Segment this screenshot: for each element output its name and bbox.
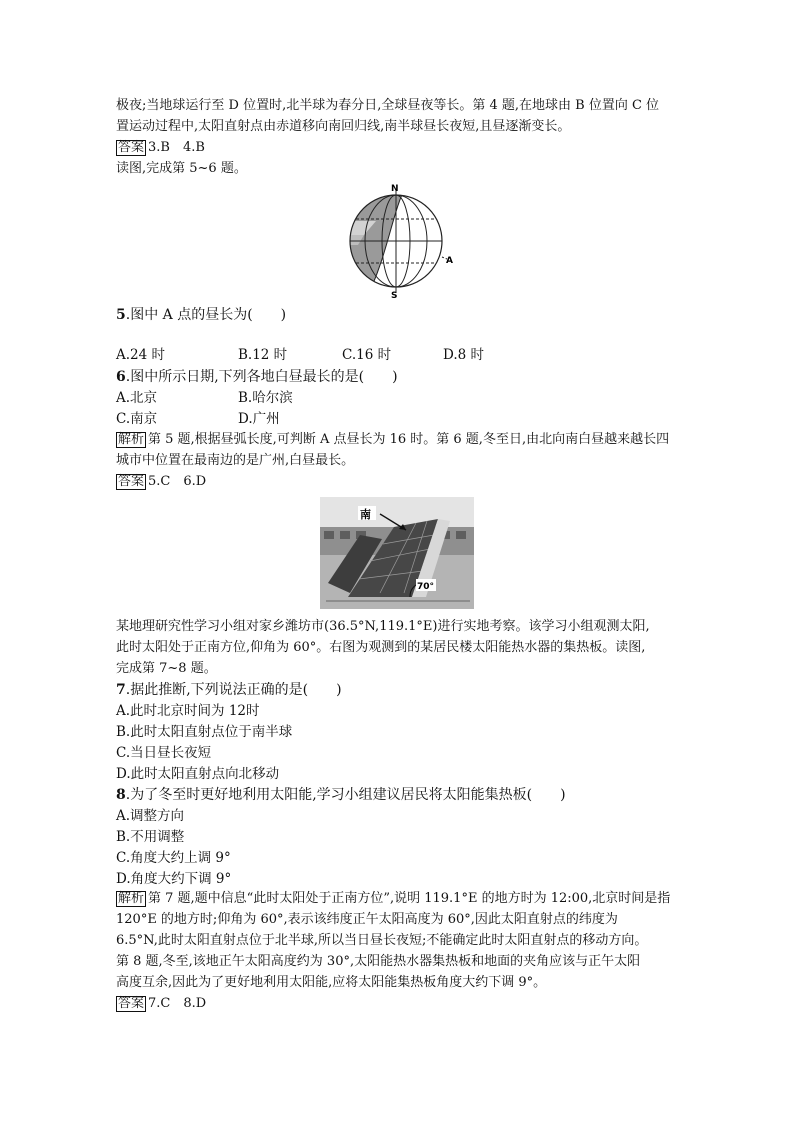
question-7 (116, 681, 342, 699)
question-6-stem: .图中所示日期,下列各地白昼最长的是( ) (125, 369, 398, 385)
intro-7-8-line-3: 完成第 7~8 题。 (116, 661, 217, 676)
answer-7-8 (116, 995, 206, 1013)
intro-7-8-line-2: 此时太阳处于正南方位,仰角为 60°。右图为观测到的某居民楼太阳能热水器的集热板。读图, (116, 640, 646, 655)
q8-option-d: D.角度大约下调 9° (116, 871, 232, 887)
answer-label: 答案 (118, 474, 145, 489)
angle-label: 70° (417, 582, 435, 592)
q8-option-b: B.不用调整 (116, 829, 185, 845)
analysis-7-8-line-2: 120°E 的地方时;仰角为 60°,表示该纬度正午太阳高度为 60°,因此太阳直射点的纬度为 (116, 912, 618, 927)
analysis-label: 解析 (118, 891, 145, 906)
intro-7-8-line-1: 某地理研究性学习小组对家乡潍坊市(36.5°N,119.1°E)进行实地考察。该学习小组观测太阳, (116, 619, 650, 634)
answer-value: 7.C 8.D (148, 996, 207, 1011)
analysis-label: 解析 (118, 432, 145, 447)
question-6-number: 6 (116, 369, 126, 385)
q5-option-d: D.8 时 (443, 347, 485, 363)
q6-option-b: B.哈尔滨 (238, 390, 293, 406)
answer-value: 5.C 6.D (148, 474, 207, 489)
analysis-7-8-text-1: 第 7 题,题中信息“此时太阳处于正南方位”,说明 119.1°E 的地方时为 12:00,北京时间是指 (148, 891, 671, 906)
analysis-7-8-line-5: 高度互余,因此为了更好地利用太阳能,应将太阳能集热板角度大约下调 9°。 (116, 975, 547, 990)
label-north: N (391, 184, 399, 194)
question-8-stem: .为了冬至时更好地利用太阳能,学习小组建议居民将太阳能集热板( ) (125, 787, 566, 803)
question-6 (116, 368, 398, 386)
question-5-number: 5 (116, 307, 126, 323)
text-line-1: 极夜;当地球运行至 D 位置时,北半球为春分日,全球昼夜等长。第 4 题,在地球由 B 位置向 C 位 (116, 98, 660, 113)
q6-option-d: D.广州 (238, 411, 280, 427)
question-8-number: 8 (116, 787, 126, 803)
question-7-number: 7 (116, 682, 126, 698)
answer-5-6 (116, 473, 206, 491)
q7-option-d: D.此时太阳直射点向北移动 (116, 766, 280, 782)
analysis-5-6-line-1 (116, 431, 669, 449)
q7-option-b: B.此时太阳直射点位于南半球 (116, 724, 293, 740)
answer-3-4 (116, 139, 205, 157)
text-line-2: 置运动过程中,太阳直射点由赤道移向南回归线,南半球昼长夜短,且昼逐渐变长。 (116, 119, 571, 134)
q7-option-c: C.当日昼长夜短 (116, 745, 212, 761)
label-point-a: A (446, 256, 453, 266)
question-8 (116, 786, 566, 804)
analysis-7-8-line-3: 6.5°N,此时太阳直射点位于北半球,所以当日昼长夜短;不能确定此时太阳直射点的移动方向。 (116, 933, 648, 948)
direction-label: 南 (360, 508, 371, 521)
q5-option-b: B.12 时 (238, 347, 288, 363)
solar-panel-photo (320, 497, 474, 609)
answer-label: 答案 (118, 140, 145, 155)
question-5 (116, 306, 286, 324)
analysis-5-6-line-2: 城市中位置在最南边的是广州,白昼最长。 (116, 453, 355, 468)
q8-option-a: A.调整方向 (116, 808, 185, 824)
analysis-5-6-text-1: 第 5 题,根据昼弧长度,可判断 A 点昼长为 16 时。第 6 题,冬至日,由北向南白昼越来越长四 (148, 432, 670, 447)
q7-option-a: A.此时北京时间为 12时 (116, 703, 260, 719)
globe-figure (340, 183, 455, 299)
q6-option-a: A.北京 (116, 390, 158, 406)
answer-label: 答案 (118, 996, 145, 1011)
q5-option-a: A.24 时 (116, 347, 166, 363)
analysis-7-8-line-4: 第 8 题,冬至,该地正午太阳高度约为 30°,太阳能热水器集热板和地面的夹角应该与正午太阳 (116, 954, 641, 969)
intro-5-6: 读图,完成第 5~6 题。 (116, 161, 247, 176)
question-7-stem: .据此推断,下列说法正确的是( ) (125, 682, 342, 698)
analysis-7-8-line-1 (116, 890, 670, 908)
q8-option-c: C.角度大约上调 9° (116, 850, 231, 866)
label-south: S (391, 291, 398, 299)
question-5-stem: .图中 A 点的昼长为( ) (125, 307, 287, 323)
q6-option-c: C.南京 (116, 411, 158, 427)
q5-option-c: C.16 时 (342, 347, 392, 363)
answer-value: 3.B 4.B (148, 140, 205, 155)
